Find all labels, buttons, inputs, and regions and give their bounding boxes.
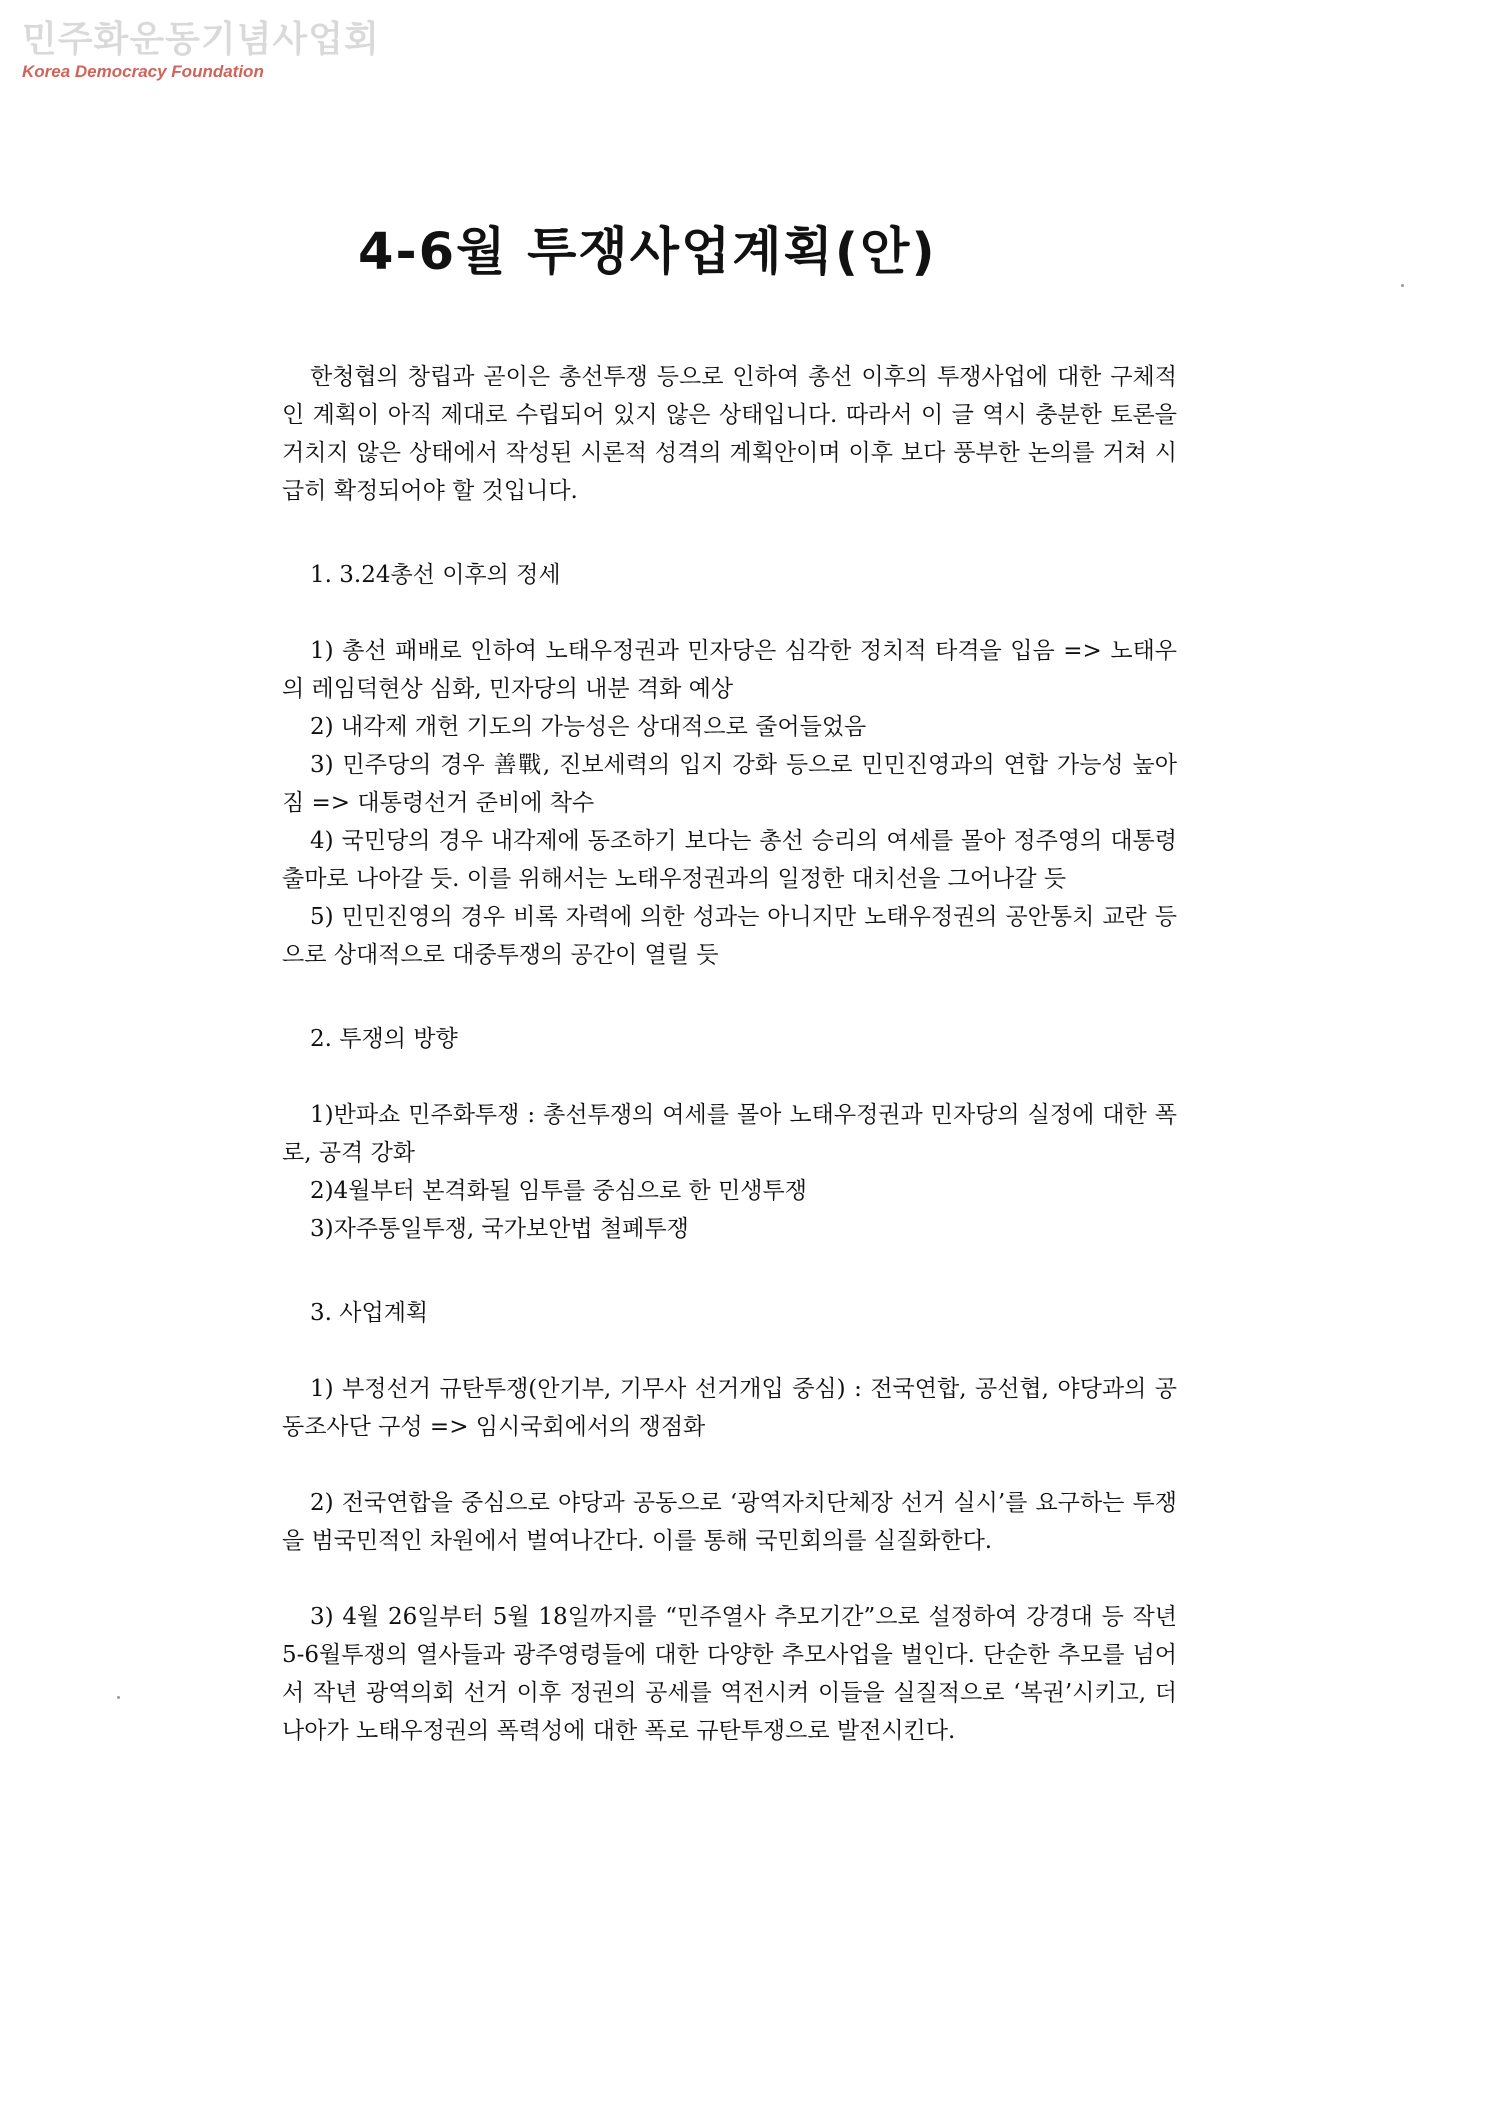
section-3-item-2: 2) 전국연합을 중심으로 야당과 공동으로 ‘광역자치단체장 선거 실시’를 요구하는 투쟁을 범국민적인 차원에서 벌여나간다. 이를 통해 국민회의를 실질화한다. <box>282 1490 1177 1554</box>
watermark-korean-text: 민주화운동기념사업회 <box>22 19 380 60</box>
section-3-item-3: 3) 4월 26일부터 5월 18일까지를 “민주열사 추모기간”으로 설정하여 강경대 등 작년 5-6월투쟁의 열사들과 광주영령들에 대한 다양한 추모사업을 벌인다. 단순한 추모를 넘어서 작년 광역의회 선거 이후 정권의 공세를 역전시켜 이들을 실질적으로 ‘복권’시키고, 더 나아가 노태우정권의 폭력성에 대한 폭로 규탄투쟁으로 발전시킨다. <box>282 1604 1177 1744</box>
watermark-logo <box>22 20 380 82</box>
section-1-item-5: 5) 민민진영의 경우 비록 자력에 의한 성과는 아니지만 노태우정권의 공안통치 교란 등으로 상대적으로 대중투쟁의 공간이 열릴 듯 <box>282 904 1177 968</box>
section-3-item-1: 1) 부정선거 규탄투쟁(안기부, 기무사 선거개입 중심) : 전국연합, 공선협, 야당과의 공동조사단 구성 => 임시국회에서의 쟁점화 <box>282 1376 1177 1440</box>
section-1-item-4: 4) 국민당의 경우 내각제에 동조하기 보다는 총선 승리의 여세를 몰아 정주영의 대통령 출마로 나아갈 듯. 이를 위해서는 노태우정권과의 일정한 대치선을 그어나갈 듯 <box>282 828 1177 892</box>
section-1-item-3: 3) 민주당의 경우 善戰, 진보세력의 입지 강화 등으로 민민진영과의 연합 가능성 높아짐 => 대통령선거 준비에 착수 <box>282 752 1177 816</box>
section-1-item-1: 1) 총선 패배로 인하여 노태우정권과 민자당은 심각한 정치적 타격을 입음 => 노태우의 레임덕현상 심화, 민자당의 내분 격화 예상 <box>282 638 1177 702</box>
section-1-heading: 1. 3.24총선 이후의 정세 <box>310 562 561 588</box>
section-2-item-2: 2)4월부터 본격화될 임투를 중심으로 한 민생투쟁 <box>310 1178 807 1204</box>
intro-paragraph: 한청협의 창립과 곧이은 총선투쟁 등으로 인하여 총선 이후의 투쟁사업에 대한 구체적인 계획이 아직 제대로 수립되어 있지 않은 상태입니다. 따라서 이 글 역시 충분한 토론을 거치지 않은 상태에서 작성된 시론적 성격의 계획안이며 이후 보다 풍부한 논의를 거쳐 시급히 확정되어야 할 것입니다. <box>282 364 1177 504</box>
section-1-item-2: 2) 내각제 개헌 기도의 가능성은 상대적으로 줄어들었음 <box>310 714 867 740</box>
section-2-item-1: 1)반파쇼 민주화투쟁 : 총선투쟁의 여세를 몰아 노태우정권과 민자당의 실정에 대한 폭로, 공격 강화 <box>282 1102 1177 1166</box>
section-3-heading: 3. 사업계획 <box>310 1300 429 1326</box>
section-2-item-3: 3)자주통일투쟁, 국가보안법 철폐투쟁 <box>310 1216 689 1242</box>
scan-speck <box>1401 284 1404 287</box>
document-body <box>282 358 1177 1750</box>
scan-speck <box>117 1696 120 1699</box>
section-2-heading: 2. 투쟁의 방향 <box>310 1026 458 1052</box>
watermark-english-text: Korea Democracy Foundation <box>22 62 264 81</box>
page-title: 4-6월 투쟁사업계획(안) <box>358 223 937 282</box>
